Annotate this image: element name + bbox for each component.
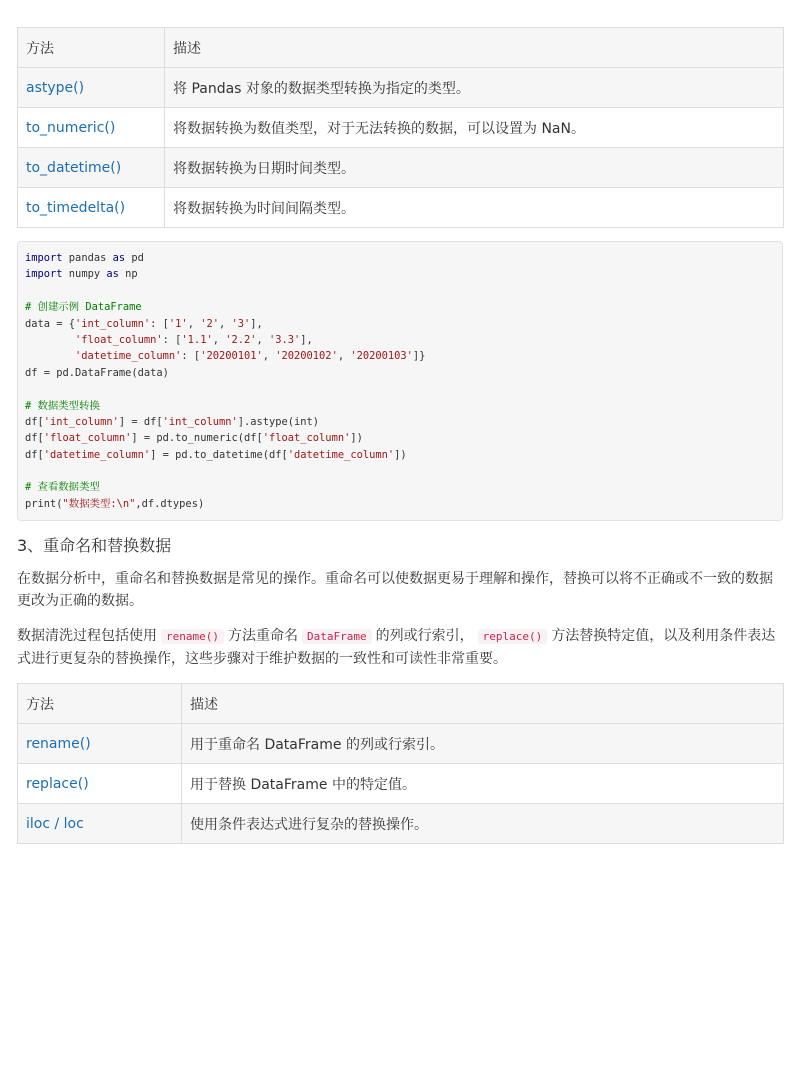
code-text: ]}: [412, 350, 426, 363]
method-cell[interactable]: to_datetime(): [18, 148, 165, 188]
paragraph: [17, 625, 783, 670]
table-header-row: [18, 28, 784, 68]
code-string: '20200101': [200, 350, 263, 363]
code-text: ,: [262, 350, 276, 363]
code-string: '2.2': [225, 333, 257, 346]
code-line: [25, 496, 775, 512]
table-row: [18, 108, 784, 148]
conversion-methods-table: [17, 27, 784, 228]
method-cell[interactable]: to_timedelta(): [18, 188, 165, 228]
paragraph: 在数据分析中，重命名和替换数据是常见的操作。重命名可以使数据更易于理解和操作，替换可以将不正确或不一致的数据更改为正确的数据。: [17, 571, 773, 610]
method-cell[interactable]: to_numeric(): [18, 108, 165, 148]
code-text: np: [118, 268, 138, 281]
code-text: : [: [181, 350, 201, 363]
code-comment: # 查看数据类型: [25, 481, 100, 494]
table-header-row: [18, 684, 784, 724]
code-line: [25, 348, 775, 364]
code-comment: # 创建示例 DataFrame: [25, 301, 142, 314]
table-row: [18, 804, 784, 844]
inline-code: DataFrame: [302, 629, 372, 644]
code-text: ,: [212, 333, 226, 346]
code-line: [25, 250, 775, 266]
table-row: [18, 148, 784, 188]
rename-replace-table: [17, 683, 784, 844]
code-comment: # 数据类型转换: [25, 399, 100, 412]
code-text: ,df.dtypes): [135, 497, 205, 510]
code-text: ]): [350, 432, 363, 445]
table-row: [18, 764, 784, 804]
code-keyword: import: [25, 268, 63, 281]
description-cell: 用于重命名 DataFrame 的列或行索引。: [182, 724, 784, 764]
code-line: [25, 266, 775, 282]
method-cell[interactable]: astype(): [18, 68, 165, 108]
code-text: ] = pd.to_datetime(df[: [150, 448, 288, 461]
code-text: ,: [218, 317, 232, 330]
header-method: 方法: [18, 28, 165, 68]
header-method: 方法: [18, 684, 182, 724]
code-string: 'datetime_column': [43, 448, 151, 461]
paragraph-text: 方法重命名: [227, 628, 298, 645]
code-line: [25, 332, 775, 348]
code-block[interactable]: [17, 241, 783, 521]
code-string: "数据类型:\n": [62, 497, 136, 510]
table-row: [18, 188, 784, 228]
description-cell: 将数据转换为数值类型，对于无法转换的数据，可以设置为 NaN。: [165, 108, 784, 148]
code-text: ,: [187, 317, 201, 330]
code-text: ],: [300, 333, 313, 346]
code-string: '2': [200, 317, 219, 330]
table-row: [18, 724, 784, 764]
code-text: print(: [25, 497, 63, 510]
code-text: ] = df[: [118, 415, 163, 428]
code-text: ,: [256, 333, 270, 346]
code-text: pd: [125, 252, 144, 264]
code-string: '1.1': [181, 333, 213, 346]
description-cell: 用于替换 DataFrame 中的特定值。: [182, 764, 784, 804]
section-heading: 3、重命名和替换数据: [17, 536, 172, 556]
method-cell[interactable]: replace(): [18, 764, 182, 804]
code-keyword: as: [106, 268, 119, 281]
paragraph-text: 方法替换特定值，以及利用条件表达式进行更复杂的替换操作，这些步骤对于维护数据的一致性和可读性非常重要。: [17, 628, 776, 668]
header-description: 描述: [165, 28, 784, 68]
header-description: 描述: [182, 684, 784, 724]
code-string: '3.3': [269, 333, 301, 346]
code-text: numpy: [62, 268, 107, 281]
code-blank-line: [25, 463, 775, 479]
code-string: 'datetime_column': [75, 350, 182, 363]
code-string: '3': [231, 317, 251, 330]
code-text: [25, 334, 75, 346]
document-page: [17, 27, 783, 844]
code-keyword: import: [25, 252, 63, 264]
code-blank-line: [25, 283, 775, 299]
code-text: [25, 350, 75, 362]
code-string: 'int_column': [43, 415, 119, 428]
code-text: df[: [25, 448, 44, 461]
inline-code: replace(): [478, 629, 548, 644]
code-string: '20200102': [275, 350, 338, 363]
code-text: df[: [25, 415, 44, 428]
code-string: 'float_column': [262, 432, 351, 445]
code-line: [25, 447, 775, 463]
code-string: '1': [168, 317, 188, 330]
paragraph-text: 数据清洗过程包括使用: [17, 628, 157, 645]
paragraph-text: 的列或行索引，: [375, 628, 474, 645]
code-string: 'int_column': [75, 317, 151, 330]
description-cell: 将 Pandas 对象的数据类型转换为指定的类型。: [165, 68, 784, 108]
code-text: ],: [250, 317, 263, 330]
code-text: ,: [337, 350, 351, 363]
code-line: [25, 430, 775, 446]
code-string: 'float_column': [75, 333, 163, 346]
code-line: [25, 414, 775, 430]
code-text: : [: [150, 317, 169, 330]
code-string: 'datetime_column': [287, 448, 395, 461]
code-text: : [: [162, 333, 182, 346]
method-cell[interactable]: rename(): [18, 724, 182, 764]
description-cell: 将数据转换为日期时间类型。: [165, 148, 784, 188]
description-cell: 使用条件表达式进行复杂的替换操作。: [182, 804, 784, 844]
table-row: [18, 68, 784, 108]
code-line: [25, 316, 775, 332]
inline-code: rename(): [161, 629, 224, 644]
method-cell[interactable]: iloc / loc: [18, 804, 182, 844]
code-string: 'float_column': [43, 432, 132, 445]
code-text: ].astype(int): [237, 415, 320, 428]
code-line: df = pd.DataFrame(data): [25, 366, 169, 379]
code-text: ]): [394, 448, 407, 461]
code-text: ] = pd.to_numeric(df[: [131, 432, 263, 445]
code-string: '20200103': [350, 350, 413, 363]
code-text: pandas: [62, 252, 113, 264]
code-blank-line: [25, 381, 775, 397]
code-text: data = {: [25, 317, 76, 330]
code-text: df[: [25, 432, 44, 445]
code-keyword: as: [112, 252, 126, 264]
code-string: 'int_column': [162, 415, 238, 428]
description-cell: 将数据转换为时间间隔类型。: [165, 188, 784, 228]
